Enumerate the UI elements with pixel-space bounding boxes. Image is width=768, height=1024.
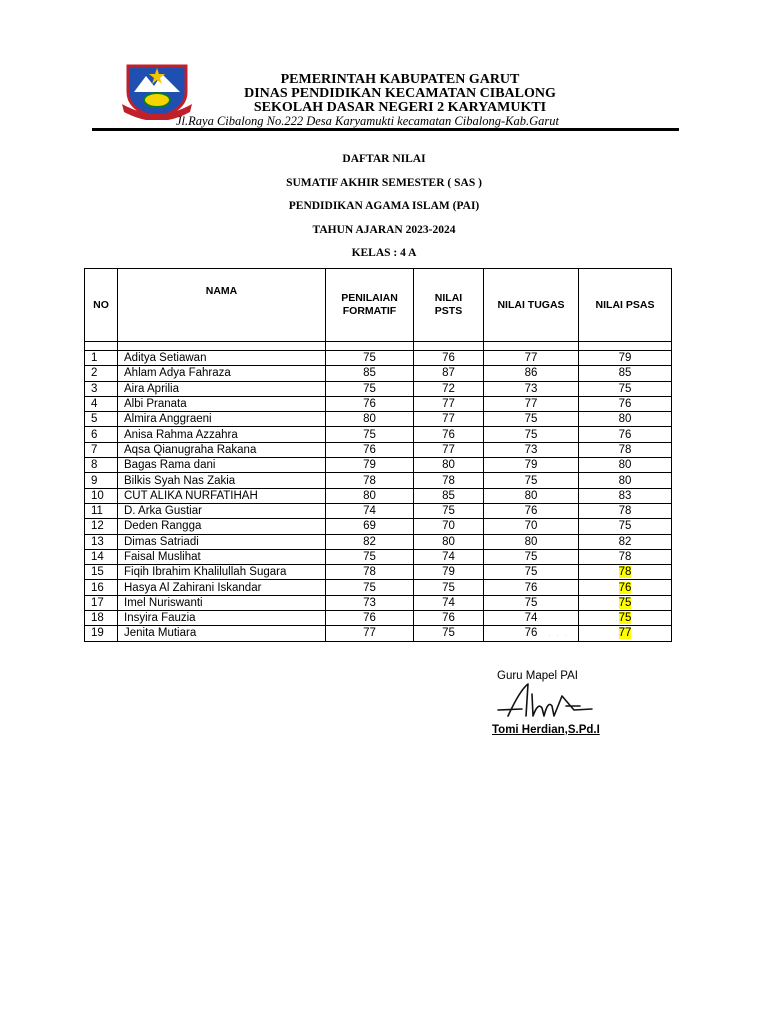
table-row (85, 412, 672, 427)
cell-psts: 75 (414, 626, 484, 641)
highlighted-score: 78 (618, 566, 632, 579)
cell-tugas: 79 (484, 458, 579, 473)
cell-psas: 78 (579, 549, 672, 564)
cell-tugas: 75 (484, 549, 579, 564)
cell-psas: 82 (579, 534, 672, 549)
cell-psts: 77 (414, 412, 484, 427)
cell-psts: 70 (414, 519, 484, 534)
cell-psts: 79 (414, 565, 484, 580)
cell-no: 6 (85, 427, 118, 442)
cell-nama: Albi Pranata (118, 396, 326, 411)
cell-no: 11 (85, 503, 118, 518)
cell-psts: 78 (414, 473, 484, 488)
cell-nama: Aditya Setiawan (118, 351, 326, 366)
cell-formatif: 78 (326, 565, 414, 580)
cell-formatif: 75 (326, 549, 414, 564)
table-row (85, 503, 672, 518)
table-row (85, 381, 672, 396)
cell-tugas: 76 (484, 580, 579, 595)
cell-nama: D. Arka Gustiar (118, 503, 326, 518)
cell-tugas: 73 (484, 442, 579, 457)
cell-psas: 78 (579, 442, 672, 457)
cell-psts: 77 (414, 442, 484, 457)
cell-nama: Anisa Rahma Azzahra (118, 427, 326, 442)
cell-psts: 76 (414, 351, 484, 366)
cell-psas: 76 (579, 427, 672, 442)
table-row (85, 580, 672, 595)
cell-no: 3 (85, 381, 118, 396)
cell-formatif: 78 (326, 473, 414, 488)
cell-tugas: 74 (484, 611, 579, 626)
header-spacer-row (85, 342, 672, 351)
cell-psts: 80 (414, 458, 484, 473)
letterhead-address: Jl.Raya Cibalong No.222 Desa Karyamukti kecamatan Cibalong-Kab.Garut (176, 114, 559, 128)
cell-nama: Ahlam Adya Fahraza (118, 366, 326, 381)
cell-nama: Faisal Muslihat (118, 549, 326, 564)
cell-tugas: 77 (484, 396, 579, 411)
document-title: DAFTAR NILAI (342, 153, 426, 165)
header-formatif: PENILAIAN FORMATIF (326, 269, 414, 342)
cell-psas: 75 (579, 381, 672, 396)
cell-nama: Bagas Rama dani (118, 458, 326, 473)
table-row (85, 549, 672, 564)
cell-no: 5 (85, 412, 118, 427)
table-row (85, 534, 672, 549)
cell-no: 1 (85, 351, 118, 366)
table-row (85, 626, 672, 641)
cell-formatif: 79 (326, 458, 414, 473)
cell-formatif: 80 (326, 412, 414, 427)
cell-no: 18 (85, 611, 118, 626)
cell-psas: 78 (579, 503, 672, 518)
cell-psas: 80 (579, 473, 672, 488)
cell-no: 9 (85, 473, 118, 488)
cell-nama: Deden Rangga (118, 519, 326, 534)
table-row (85, 519, 672, 534)
table-row (85, 351, 672, 366)
cell-formatif: 80 (326, 488, 414, 503)
cell-psas: 75 (579, 519, 672, 534)
cell-formatif: 85 (326, 366, 414, 381)
cell-tugas: 70 (484, 519, 579, 534)
cell-formatif: 75 (326, 427, 414, 442)
cell-formatif: 69 (326, 519, 414, 534)
cell-nama: Aqsa Qianugraha Rakana (118, 442, 326, 457)
cell-psas (579, 580, 672, 595)
cell-no: 13 (85, 534, 118, 549)
cell-tugas: 75 (484, 595, 579, 610)
cell-tugas: 76 (484, 626, 579, 641)
cell-tugas: 86 (484, 366, 579, 381)
class-label: KELAS : 4 A (351, 247, 417, 259)
table-row (85, 595, 672, 610)
cell-tugas: 76 (484, 503, 579, 518)
letterhead-department: DINAS PENDIDIKAN KECAMATAN CIBALONG (244, 86, 556, 101)
cell-tugas: 75 (484, 473, 579, 488)
cell-formatif: 76 (326, 442, 414, 457)
cell-no: 12 (85, 519, 118, 534)
cell-formatif: 73 (326, 595, 414, 610)
cell-formatif: 74 (326, 503, 414, 518)
cell-psas: 79 (579, 351, 672, 366)
header-psas: NILAI PSAS (579, 269, 672, 342)
cell-psts: 80 (414, 534, 484, 549)
letterhead-school: SEKOLAH DASAR NEGERI 2 KARYAMUKTI (253, 100, 547, 115)
cell-formatif: 75 (326, 351, 414, 366)
table-row (85, 488, 672, 503)
table-row (85, 565, 672, 580)
cell-psas: 80 (579, 458, 672, 473)
cell-psts: 75 (414, 580, 484, 595)
cell-psas: 85 (579, 366, 672, 381)
signature-name: Tomi Herdian,S.Pd.I (492, 724, 600, 736)
table-row (85, 611, 672, 626)
signature-role: Guru Mapel PAI (497, 670, 578, 682)
highlighted-score: 75 (618, 612, 632, 625)
cell-formatif: 82 (326, 534, 414, 549)
cell-tugas: 80 (484, 534, 579, 549)
cell-psts: 85 (414, 488, 484, 503)
cell-no: 7 (85, 442, 118, 457)
cell-formatif: 76 (326, 611, 414, 626)
header-no: NO (85, 269, 118, 342)
subject-title: PENDIDIKAN AGAMA ISLAM (PAI) (288, 200, 480, 212)
cell-psts: 72 (414, 381, 484, 396)
letterhead-divider (92, 128, 679, 131)
cell-no: 4 (85, 396, 118, 411)
cell-nama: Dimas Satriadi (118, 534, 326, 549)
table-row (85, 458, 672, 473)
assessment-title: SUMATIF AKHIR SEMESTER ( SAS ) (286, 177, 482, 189)
cell-no: 15 (85, 565, 118, 580)
header-psts: NILAI PSTS (414, 269, 484, 342)
cell-psas (579, 595, 672, 610)
cell-nama: CUT ALIKA NURFATIHAH (118, 488, 326, 503)
cell-tugas: 75 (484, 412, 579, 427)
grades-table (84, 268, 672, 642)
cell-nama: Imel Nuriswanti (118, 595, 326, 610)
cell-tugas: 77 (484, 351, 579, 366)
cell-psas: 83 (579, 488, 672, 503)
cell-tugas: 75 (484, 427, 579, 442)
highlighted-score: 75 (618, 596, 632, 609)
table-row (85, 396, 672, 411)
cell-no: 10 (85, 488, 118, 503)
cell-nama: Almira Anggraeni (118, 412, 326, 427)
cell-psas: 80 (579, 412, 672, 427)
cell-psts: 76 (414, 611, 484, 626)
grades-table-body (85, 342, 672, 642)
cell-no: 17 (85, 595, 118, 610)
cell-psas (579, 565, 672, 580)
cell-formatif: 75 (326, 580, 414, 595)
cell-psts: 87 (414, 366, 484, 381)
cell-nama: Aira Aprilia (118, 381, 326, 396)
cell-no: 2 (85, 366, 118, 381)
cell-psts: 77 (414, 396, 484, 411)
cell-psts: 74 (414, 595, 484, 610)
table-header-row (85, 269, 672, 342)
cell-formatif: 76 (326, 396, 414, 411)
header-nama: NAMA (118, 269, 326, 342)
cell-nama: Fiqih Ibrahim Khalilullah Sugara (118, 565, 326, 580)
cell-psts: 74 (414, 549, 484, 564)
cell-formatif: 77 (326, 626, 414, 641)
highlighted-score: 77 (618, 627, 632, 640)
letterhead (0, 0, 768, 140)
cell-psts: 76 (414, 427, 484, 442)
faint-watermark: · · · (548, 630, 569, 641)
cell-nama: Insyira Fauzia (118, 611, 326, 626)
cell-nama: Bilkis Syah Nas Zakia (118, 473, 326, 488)
header-tugas: NILAI TUGAS (484, 269, 579, 342)
cell-no: 8 (85, 458, 118, 473)
table-row (85, 473, 672, 488)
highlighted-score: 76 (618, 581, 632, 594)
cell-no: 16 (85, 580, 118, 595)
table-row (85, 442, 672, 457)
cell-formatif: 75 (326, 381, 414, 396)
cell-tugas: 75 (484, 565, 579, 580)
cell-psas: 76 (579, 396, 672, 411)
cell-tugas: 73 (484, 381, 579, 396)
cell-no: 19 (85, 626, 118, 641)
cell-no: 14 (85, 549, 118, 564)
school-year: TAHUN AJARAN 2023-2024 (312, 224, 456, 236)
letterhead-government: PEMERINTAH KABUPATEN GARUT (280, 72, 520, 87)
cell-tugas: 80 (484, 488, 579, 503)
cell-nama: Hasya Al Zahirani Iskandar (118, 580, 326, 595)
cell-psas (579, 626, 672, 641)
handwritten-signature-icon (488, 676, 598, 728)
table-row (85, 427, 672, 442)
cell-nama: Jenita Mutiara (118, 626, 326, 641)
table-row (85, 366, 672, 381)
cell-psas (579, 611, 672, 626)
cell-psts: 75 (414, 503, 484, 518)
